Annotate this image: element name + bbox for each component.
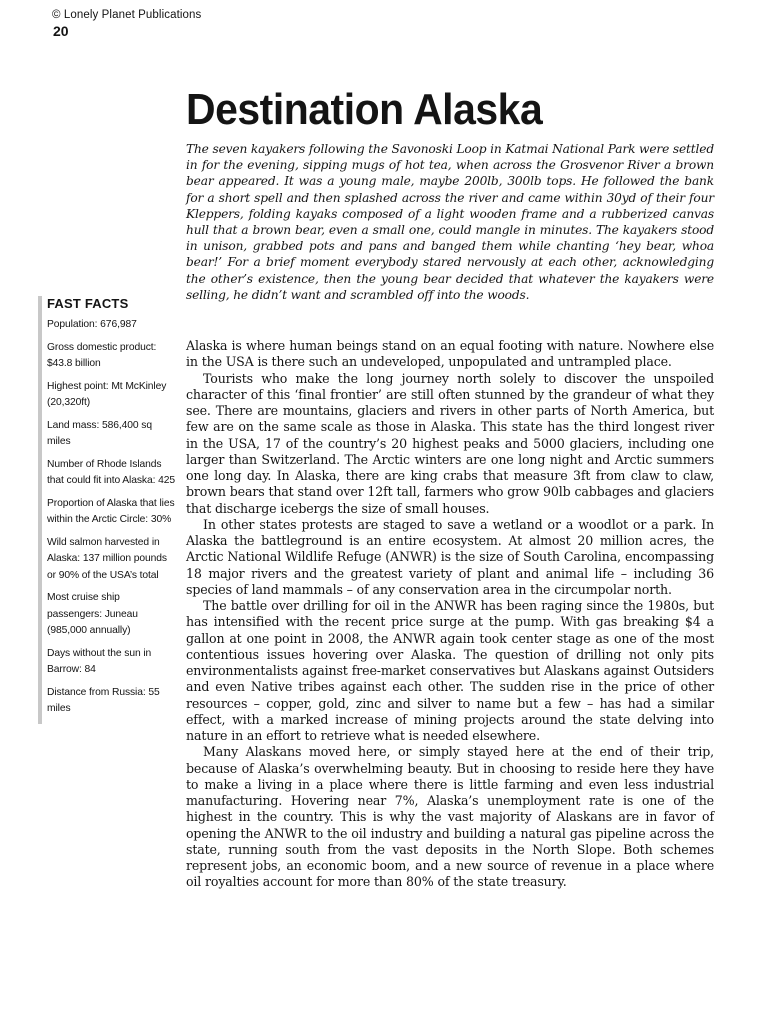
fact-item: Distance from Russia: 55 miles <box>47 686 160 714</box>
page-title: Destination Alaska <box>186 85 543 134</box>
fact-item: Wild salmon harvested in Alaska: 137 million pounds or 90% of the USA’s total <box>47 536 167 581</box>
body-paragraph: Tourists who make the long journey north solely to discover the unspoiled character of this ‘final frontier’ are still often stunned by the grandeur of what they see. There are mountains, glaciers and rivers in other parts of North America, but few are on the same scale as those in Alaska. This state has the third longest river in the USA, 17 of the country’s 20 highest peaks and 5000 glaciers, including one larger than Switzerland. The Arctic winters are one long night and Arctic summers one long day. In Alaska, there are king crabs that measure 3ft from claw to claw, brown bears that stand over 12ft tall, farmers who grow 90lb cabbages and glaciers that discharge icebergs the size of small houses. <box>186 370 714 516</box>
fact-item: Population: 676,987 <box>47 319 137 330</box>
fact-item: Number of Rhode Islands that could fit into Alaska: 425 <box>47 458 175 486</box>
body-paragraph: The battle over drilling for oil in the ANWR has been raging since the 1980s, but has intensified with the recent price surge at the pump. With gas breaking $4 a gallon at one point in 2008, the ANWR again took center stage as one of the most contentious issues hovering over Alaska. The question of drilling not only pits environmentalists against free-market conservatives but Alaskans against Outsiders and even Native tribes against each other. The sudden rise in the price of other resources – copper, gold, zinc and silver to name but a few – has had a similar effect, with a marked increase of mining projects around the state delving into nature in an effort to retrieve what is needed elsewhere. <box>186 598 714 743</box>
fact-item: Days without the sun in Barrow: 84 <box>47 647 152 675</box>
page-number: 20 <box>53 23 69 39</box>
fact-item: Highest point: Mt McKinley (20,320ft) <box>47 380 167 408</box>
body-paragraph: Many Alaskans moved here, or simply stayed here at the end of their trip, because of Alaska’s overwhelming beauty. But in choosing to reside here they have to make a living in a place where there is little farming and even less industrial manufacturing. Hovering near 7%, Alaska’s unemployment rate is one of the highest in the country. This is why the vast majority of Alaskans are in favor of opening the ANWR to the oil industry and building a natural gas pipeline across the state, running south from the vast deposits in the North Slope. Both schemes represent jobs, an economic boom, and a new source of revenue in a place where oil royalties account for more than 80% of the state treasury. <box>186 744 714 890</box>
intro-paragraph: The seven kayakers following the Savonoski Loop in Katmai National Park were settled in for the evening, sipping mugs of hot tea, when across the Grosvenor River a brown bear appeared. It was a young male, maybe 200lb, 300lb tops. He followed the bank for a short spell and then splashed across the river and came within 30yd of their four Kleppers, folding kayaks composed of a light wooden frame and a rubberized canvas hull that a brown bear, even a small one, could mangle in minutes. The kayakers stood in unison, grabbed pots and pans and banged them while chanting ‘hey bear, whoa bear!’ For a brief moment everybody stared nervously at each other, acknowledging the other’s existence, then the young bear decided that whatever the kayakers were selling, he didn’t want and scrambled off into the woods. <box>186 142 714 302</box>
fast-facts-heading: FAST FACTS <box>47 296 129 311</box>
publisher-credit: © Lonely Planet Publications <box>52 9 202 21</box>
fact-item: Land mass: 586,400 sq miles <box>47 419 152 447</box>
fact-item: Proportion of Alaska that lies within the Arctic Circle: 30% <box>47 497 175 525</box>
body-paragraph: Alaska is where human beings stand on an equal footing with nature. Nowhere else in the USA is there such an undeveloped, unpopulated and untrampled place. <box>186 338 714 370</box>
body-text <box>186 338 714 891</box>
body-paragraph: In other states protests are staged to save a wetland or a woodlot or a park. In Alaska the battleground is an entire ecosystem. At almost 20 million acres, the Arctic National Wildlife Refuge (ANWR) is the size of South Carolina, encompassing 18 major rivers and the greatest variety of plant and animal life – including 36 species of land mammals – of any conservation area in the circumpolar north. <box>186 516 714 597</box>
fast-facts-sidebar <box>38 296 177 724</box>
fact-item: Most cruise ship passengers: Juneau (985,000 annually) <box>47 592 138 636</box>
fact-item: Gross domestic product: $43.8 billion <box>47 341 157 369</box>
